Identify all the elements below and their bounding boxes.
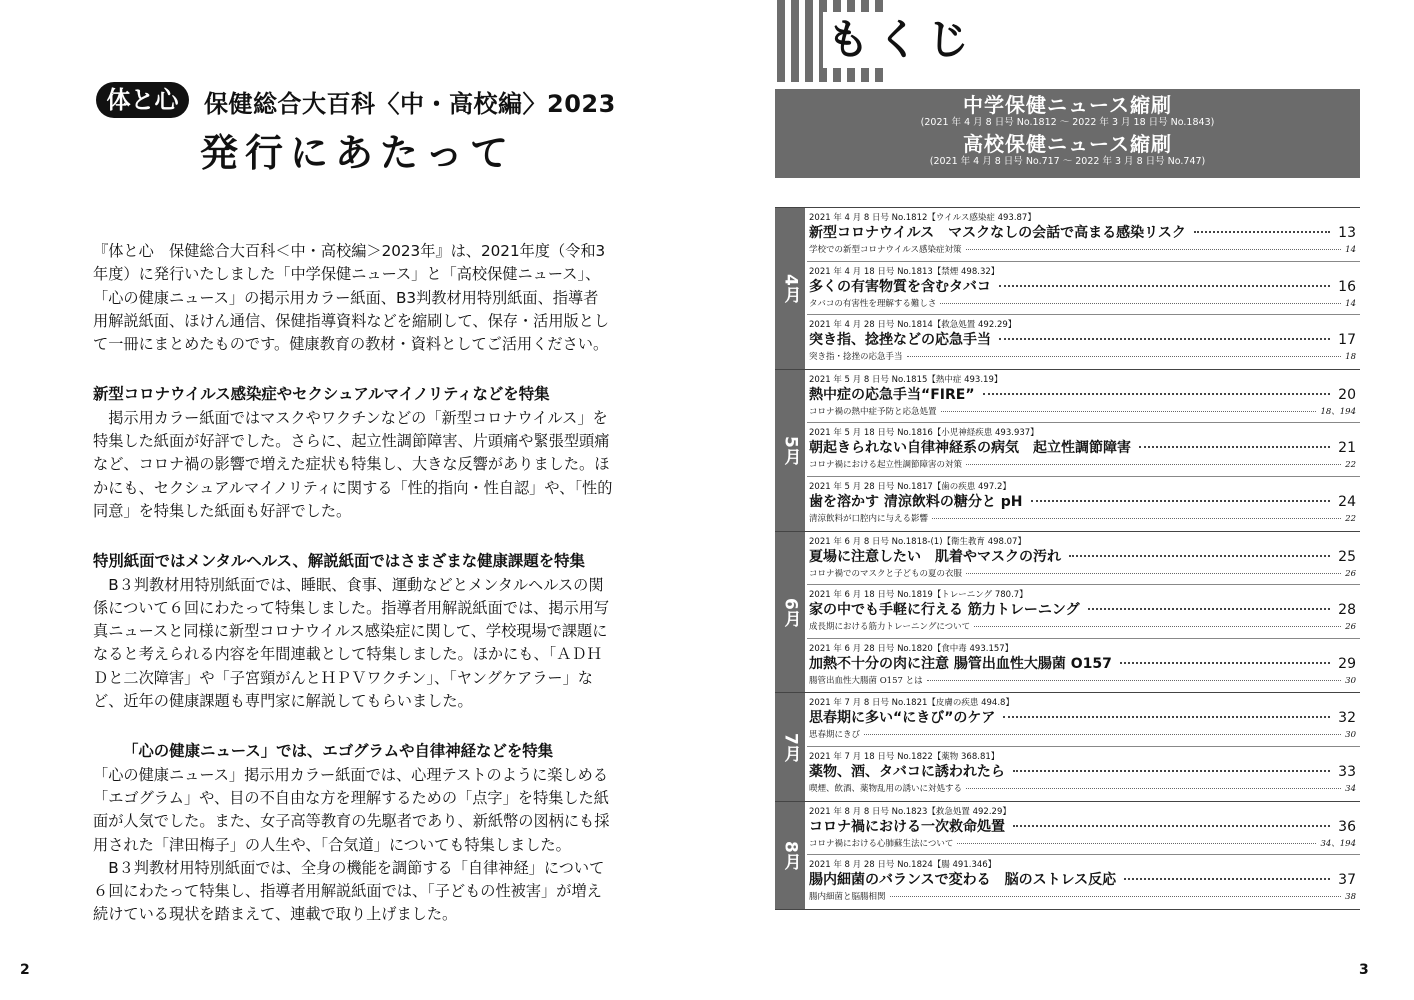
sub-leader-dots: [957, 843, 1316, 844]
entry-sub-line: [809, 458, 1356, 471]
sub-leader-dots: [907, 356, 1342, 357]
leader-dots: [1003, 716, 1330, 718]
month-label-text: 4月: [780, 273, 801, 303]
section2-body: B３判教材用特別紙面では、睡眠、食事、運動などとメンタルヘルスの関係について６回にわたって特集しました。指導者用解説紙面では、掲示用写真ニュースと同様に新型コロナウイルス感染症に関して、学校現場で課題になると考えられる内容を年間連載として特集しました。ほかにも、「ＡＤＨＤと二次障害」や「子宮頸がんとＨＰＶワクチン」、「ヤングケアラー」など、近年の健康課題も専門家に解説してもらいました。: [93, 575, 610, 711]
entry-title-line: [809, 329, 1356, 351]
entry-title[interactable]: 加熱不十分の肉に注意 腸管出血性大腸菌 O157: [809, 655, 1112, 672]
entry-sub-line: [809, 782, 1356, 795]
entry-sub-line: [809, 243, 1356, 256]
month-label: [775, 208, 805, 369]
entry-title[interactable]: 熱中症の応急手当“FIRE”: [809, 386, 975, 403]
entry-title[interactable]: コロナ禍における一次救命処置: [809, 818, 1005, 835]
sub-leader-dots: [864, 734, 1341, 735]
section3-body-1: 「心の健康ニュース」掲示用カラー紙面では、心理テストのように楽しめる「エゴグラム」や、目の不自由な方を理解するための「点字」を特集した紙面が人気でした。また、女子高等教育の先駆者であり、新紙幣の図柄にも採用された「津田梅子」の人生や、「合気道」についても特集しました。: [93, 765, 610, 854]
entry-title[interactable]: 突き指、捻挫などの応急手当: [809, 332, 991, 349]
toc-entry[interactable]: [807, 532, 1360, 586]
banner-sub-senior: (2021 年 4 月 8 日号 No.717 ～ 2022 年 3 月 8 日号 No.747): [929, 156, 1206, 167]
banner-sub-junior: (2021 年 4 月 8 日号 No.1812 ～ 2022 年 3 月 18 日号 No.1843): [920, 117, 1215, 128]
entry-title[interactable]: 歯を溶かす 清涼飲料の糖分と pH: [809, 493, 1023, 510]
toc-month-group: [775, 802, 1360, 910]
month-label: [775, 370, 805, 531]
month-label-text: 6月: [780, 597, 801, 627]
entry-subpage: 18: [1345, 352, 1356, 363]
entry-page: 16: [1338, 278, 1356, 295]
entry-sub-line: [809, 890, 1356, 903]
entry-subtitle[interactable]: 成長期における筋力トレーニングについて: [809, 622, 971, 633]
entry-subpage: 18、194: [1320, 406, 1356, 417]
section1-body: 掲示用カラー紙面ではマスクやワクチンなどの「新型コロナウイルス」を特集した紙面が好評でした。さらに、起立性調節障害、片頭痛や緊張型頭痛など、コロナ禍の影響で増えた症状も特集し、大きな反響がありました。ほかにも、セクシュアルマイノリティに関する「性的指向・性自認」や、「性的同意」を特集した紙面も好評でした。: [93, 408, 613, 520]
entry-subtitle[interactable]: 思春期にきび: [809, 730, 861, 741]
intro-paragraph: 『体と心 保健総合大百科＜中・高校編＞2023年』は、2021年度（令和3年度）に発行いたしました「中学保健ニュース」と「高校保健ニュース」、「心の健康ニュース」の掲示用カラー紙面、B3判教材用特別紙面、指導者用解説紙面、ほけん通信、保健指導資料などを縮刷して、保存・活用版として一冊にまとめたものです。健康教育の教材・資料としてご活用ください。: [93, 242, 610, 354]
entry-page: 25: [1338, 548, 1356, 565]
entry-subpage: 14: [1345, 245, 1356, 255]
sub-leader-dots: [966, 788, 1341, 789]
entry-sub-line: [809, 674, 1356, 687]
toc-entry[interactable]: [807, 802, 1360, 856]
toc-title: もくじ: [823, 12, 981, 68]
entry-subpage: 14: [1345, 298, 1356, 309]
sub-leader-dots: [974, 626, 1341, 627]
entry-page: 28: [1338, 602, 1356, 619]
entry-subtitle[interactable]: タバコの有害性を理解する難しさ: [809, 298, 937, 309]
toc-entry[interactable]: [807, 693, 1360, 747]
entry-sub-line: [809, 837, 1356, 850]
leader-dots: [999, 338, 1330, 340]
toc-entry[interactable]: [807, 315, 1360, 369]
brand-row: [96, 80, 656, 120]
entry-title[interactable]: 薬物、酒、タバコに誘われたら: [809, 763, 1005, 780]
month-label: [775, 693, 805, 800]
section3-body-2: B３判教材用特別紙面では、全身の機能を調節する「自律神経」について６回にわたって特集し、指導者用解説紙面では、「子どもの性被害」が増え続けている現状を踏まえて、連載で取り上げました。: [93, 858, 605, 924]
banner-title-senior: 高校保健ニュース縮刷: [963, 132, 1172, 156]
toc-entry[interactable]: [807, 639, 1360, 693]
entry-issue-meta: 2021 年 6 月 28 日号 No.1820【食中毒 493.157】: [809, 643, 1014, 654]
toc-entry[interactable]: [807, 855, 1360, 909]
entry-title-line: [809, 869, 1356, 891]
entry-subpage: 26: [1345, 568, 1356, 579]
sub-leader-dots: [890, 896, 1342, 897]
entry-issue-meta: 2021 年 6 月 8 日号 No.1818-(1)【衛生教育 498.07】: [809, 536, 1026, 547]
right-page: [707, 0, 1414, 1000]
toc-entry[interactable]: [807, 747, 1360, 801]
entry-subpage: 22: [1345, 513, 1356, 524]
entry-title-line: [809, 599, 1356, 621]
foreword-body: [93, 240, 613, 927]
entry-sub-line: [809, 728, 1356, 741]
entry-subtitle[interactable]: 学校での新型コロナウイルス感染症対策: [809, 245, 962, 255]
entry-subtitle[interactable]: コロナ禍における心肺蘇生法について: [809, 838, 954, 849]
entry-subtitle[interactable]: コロナ禍における起立性調節障害の対策: [809, 460, 963, 471]
toc-entry[interactable]: [807, 423, 1360, 477]
entry-issue-meta: 2021 年 4 月 28 日号 No.1814【救急処置 492.29】: [809, 320, 1017, 331]
entry-sub-line: [809, 297, 1356, 310]
entry-title[interactable]: 思春期に多い“にきび”のケア: [809, 710, 996, 727]
entry-issue-meta: 2021 年 8 月 8 日号 No.1823【救急処置 492.29】: [809, 806, 1011, 817]
entry-issue-meta: 2021 年 8 月 28 日号 No.1824【腸 491.346】: [809, 860, 997, 871]
sub-leader-dots: [927, 680, 1342, 681]
month-label-text: 8月: [780, 840, 801, 870]
entry-issue-meta: 2021 年 6 月 18 日号 No.1819【トレーニング 780.7】: [809, 590, 1028, 601]
section2-heading: 特別紙面ではメンタルヘルス、解説紙面ではさまざまな健康課題を特集: [93, 552, 585, 571]
leader-dots: [1139, 446, 1330, 448]
sub-leader-dots: [941, 411, 1317, 412]
entry-title[interactable]: 朝起きられない自律神経系の病気 起立性調節障害: [809, 440, 1131, 457]
entry-title[interactable]: 家の中でも手軽に行える 筋力トレーニング: [809, 602, 1080, 619]
entry-title-line: [809, 546, 1356, 568]
entry-title-line: [809, 707, 1356, 729]
entry-subtitle[interactable]: 腸管出血性大腸菌 O157 とは: [809, 675, 923, 686]
toc-entry[interactable]: [807, 262, 1360, 316]
entry-subpage: 34: [1345, 783, 1356, 794]
entry-title-line: [809, 222, 1356, 244]
entry-sub-line: [809, 350, 1356, 363]
entry-subtitle[interactable]: 清涼飲料が口腔内に与える影響: [809, 513, 929, 524]
entry-issue-meta: 2021 年 7 月 8 日号 No.1821【皮膚の疾患 494.8】: [809, 698, 1014, 709]
entry-title-line: [809, 761, 1356, 783]
leader-dots: [1194, 231, 1330, 233]
entry-title-line: [809, 437, 1356, 459]
entry-title-line: [809, 816, 1356, 838]
page-number-right: 3: [1359, 962, 1369, 978]
entry-page: 32: [1338, 710, 1356, 727]
entry-page: 24: [1338, 493, 1356, 510]
entry-subpage: 38: [1345, 892, 1356, 903]
toc-list: [775, 207, 1360, 910]
toc-banner: [775, 89, 1360, 178]
entry-subtitle[interactable]: 突き指・捻挫の応急手当: [809, 352, 903, 363]
entry-page: 20: [1338, 386, 1356, 403]
entry-title[interactable]: 多くの有害物質を含むタバコ: [809, 278, 991, 295]
leader-dots: [1013, 770, 1330, 772]
section3-heading: 「心の健康ニュース」では、エゴグラムや自律神経などを特集: [123, 742, 554, 761]
sub-leader-dots: [940, 303, 1341, 304]
entry-subtitle[interactable]: 喫煙、飲酒、薬物乱用の誘いに対処する: [809, 783, 963, 794]
toc-entry[interactable]: [807, 208, 1360, 262]
entry-subtitle[interactable]: コロナ禍の熱中症予防と応急処置: [809, 406, 937, 417]
entry-issue-meta: 2021 年 5 月 8 日号 No.1815【熱中症 493.19】: [809, 374, 1003, 385]
entry-sub-line: [809, 620, 1356, 633]
entry-subtitle[interactable]: コロナ禍でのマスクと子どもの夏の衣服: [809, 568, 963, 579]
leader-dots: [1124, 878, 1330, 880]
leader-dots: [1120, 662, 1330, 664]
sub-leader-dots: [966, 573, 1341, 574]
month-label: [775, 802, 805, 909]
entry-subpage: 30: [1345, 675, 1356, 686]
month-label-text: 5月: [780, 435, 801, 465]
entry-subtitle[interactable]: 腸内細菌と脳腸相関: [809, 892, 886, 903]
entry-subpage: 26: [1345, 622, 1356, 633]
entry-issue-meta: 2021 年 7 月 18 日号 No.1822【薬物 368.81】: [809, 751, 1000, 762]
entry-page: 36: [1338, 818, 1356, 835]
toc-month-group: [775, 693, 1360, 801]
entry-sub-line: [809, 405, 1356, 418]
month-label-text: 7月: [780, 732, 801, 762]
banner-title-junior: 中学保健ニュース縮刷: [963, 93, 1172, 117]
entry-title-line: [809, 276, 1356, 298]
leader-dots: [1031, 500, 1331, 502]
brand-title: 保健総合大百科〈中・高校編〉2023: [204, 90, 616, 118]
toc-month-group: [775, 207, 1360, 370]
entry-issue-meta: 2021 年 4 月 18 日号 No.1813【禁煙 498.32】: [809, 266, 1000, 277]
entry-subpage: 22: [1345, 460, 1356, 471]
entry-sub-line: [809, 567, 1356, 580]
page-title: 発行にあたって: [200, 131, 516, 175]
leader-dots: [1088, 608, 1331, 610]
entry-issue-meta: 2021 年 5 月 18 日号 No.1816【小児神経疾患 493.937】: [809, 428, 1039, 439]
leader-dots: [999, 285, 1330, 287]
entry-page: 21: [1338, 440, 1356, 457]
leader-dots: [983, 393, 1331, 395]
entry-page: 17: [1338, 332, 1356, 349]
entry-page: 37: [1338, 872, 1356, 889]
entry-page: 13: [1338, 225, 1356, 241]
entry-title[interactable]: 腸内細菌のバランスで変わる 脳のストレス反応: [809, 872, 1117, 889]
toc-entry[interactable]: [807, 585, 1360, 639]
entry-title-line: [809, 653, 1356, 675]
entry-page: 29: [1338, 655, 1356, 672]
entry-issue-meta: 2021 年 5 月 28 日号 No.1817【歯の疾患 497.2】: [809, 481, 1011, 492]
toc-entry[interactable]: [807, 477, 1360, 531]
entry-title-line: [809, 384, 1356, 406]
brand-badge: 体と心: [96, 82, 189, 118]
page-number-left: 2: [20, 962, 30, 978]
entry-subpage: 30: [1345, 730, 1356, 741]
entry-issue-meta: 2021 年 4 月 8 日号 No.1812【ウイルス感染症 493.87】: [809, 213, 1036, 223]
entry-page: 33: [1338, 763, 1356, 780]
toc-month-group: [775, 532, 1360, 694]
entry-subpage: 34、194: [1320, 838, 1356, 849]
leader-dots: [1069, 555, 1330, 557]
entry-title-line: [809, 491, 1356, 513]
toc-month-group: [775, 370, 1360, 532]
sub-leader-dots: [966, 464, 1341, 465]
section1-heading: 新型コロナウイルス感染症やセクシュアルマイノリティなどを特集: [93, 385, 550, 404]
entry-title[interactable]: 夏場に注意したい 肌着やマスクの汚れ: [809, 548, 1061, 565]
entry-title[interactable]: 新型コロナウイルス マスクなしの会話で高まる感染リスク: [809, 225, 1186, 241]
entry-sub-line: [809, 512, 1356, 525]
sub-leader-dots: [966, 249, 1342, 250]
sub-leader-dots: [932, 518, 1341, 519]
toc-entry[interactable]: [807, 370, 1360, 424]
month-label: [775, 532, 805, 693]
leader-dots: [1013, 825, 1330, 827]
